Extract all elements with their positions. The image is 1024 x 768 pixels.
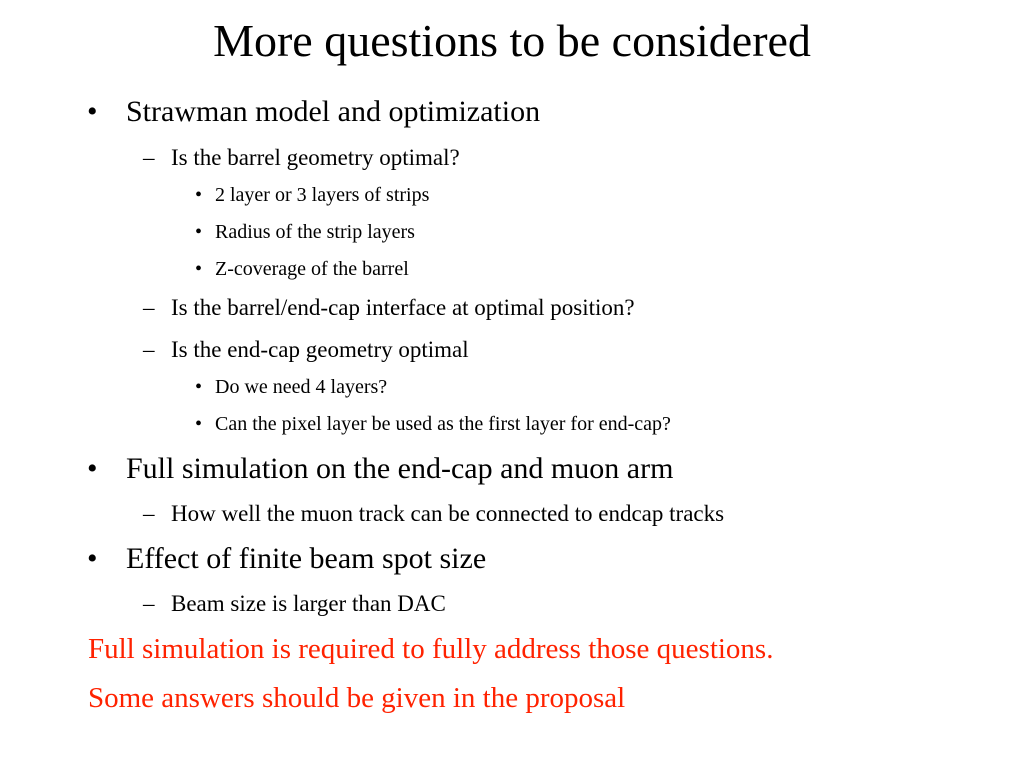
sub-bullet-item: [143, 500, 725, 528]
sub-bullet-text: How well the muon track can be connected to endcap tracks: [171, 501, 725, 526]
bullet-marker: •: [195, 376, 203, 398]
sub-sub-bullet-text: Can the pixel layer be used as the first layer for end-cap?: [215, 413, 671, 435]
sub-bullet-item: [143, 590, 446, 618]
sub-sub-bullet-text: Radius of the strip layers: [215, 221, 415, 243]
sub-bullet-item: [143, 336, 469, 364]
sub-bullet-text: Is the barrel geometry optimal?: [171, 145, 460, 170]
bullet-item: [87, 542, 487, 576]
dash-marker: –: [143, 295, 155, 320]
bullet-marker: •: [87, 542, 98, 575]
sub-sub-bullet-item: [195, 183, 430, 207]
sub-bullet-item: [143, 294, 635, 322]
sub-bullet-item: [143, 144, 460, 172]
sub-sub-bullet-text: 2 layer or 3 layers of strips: [215, 184, 430, 206]
sub-sub-bullet-item: [195, 375, 388, 399]
conclusion-line: Some answers should be given in the proposal: [88, 682, 626, 714]
dash-marker: –: [143, 145, 155, 170]
conclusion-line: Full simulation is required to fully address those questions.: [88, 633, 774, 665]
sub-bullet-text: Is the end-cap geometry optimal: [171, 337, 469, 362]
bullet-text: Effect of finite beam spot size: [126, 542, 487, 575]
sub-bullet-text: Beam size is larger than DAC: [171, 591, 446, 616]
bullet-marker: •: [195, 184, 203, 206]
sub-sub-bullet-text: Z-coverage of the barrel: [215, 258, 409, 280]
bullet-marker: •: [87, 452, 98, 485]
bullet-item: [87, 452, 674, 486]
sub-sub-bullet-item: [195, 257, 409, 281]
bullet-marker: •: [87, 95, 98, 128]
sub-bullet-text: Is the barrel/end-cap interface at optimal position?: [171, 295, 635, 320]
slide-title: More questions to be considered: [213, 15, 811, 66]
bullet-marker: •: [195, 258, 203, 280]
dash-marker: –: [143, 337, 155, 362]
bullet-text: Full simulation on the end-cap and muon arm: [126, 452, 674, 485]
bullet-item: [87, 95, 541, 129]
sub-sub-bullet-item: [195, 412, 671, 436]
bullet-text: Strawman model and optimization: [126, 95, 541, 128]
sub-sub-bullet-text: Do we need 4 layers?: [215, 376, 388, 398]
bullet-marker: •: [195, 221, 203, 243]
bullet-marker: •: [195, 413, 203, 435]
sub-sub-bullet-item: [195, 220, 415, 244]
dash-marker: –: [143, 501, 155, 526]
dash-marker: –: [143, 591, 155, 616]
